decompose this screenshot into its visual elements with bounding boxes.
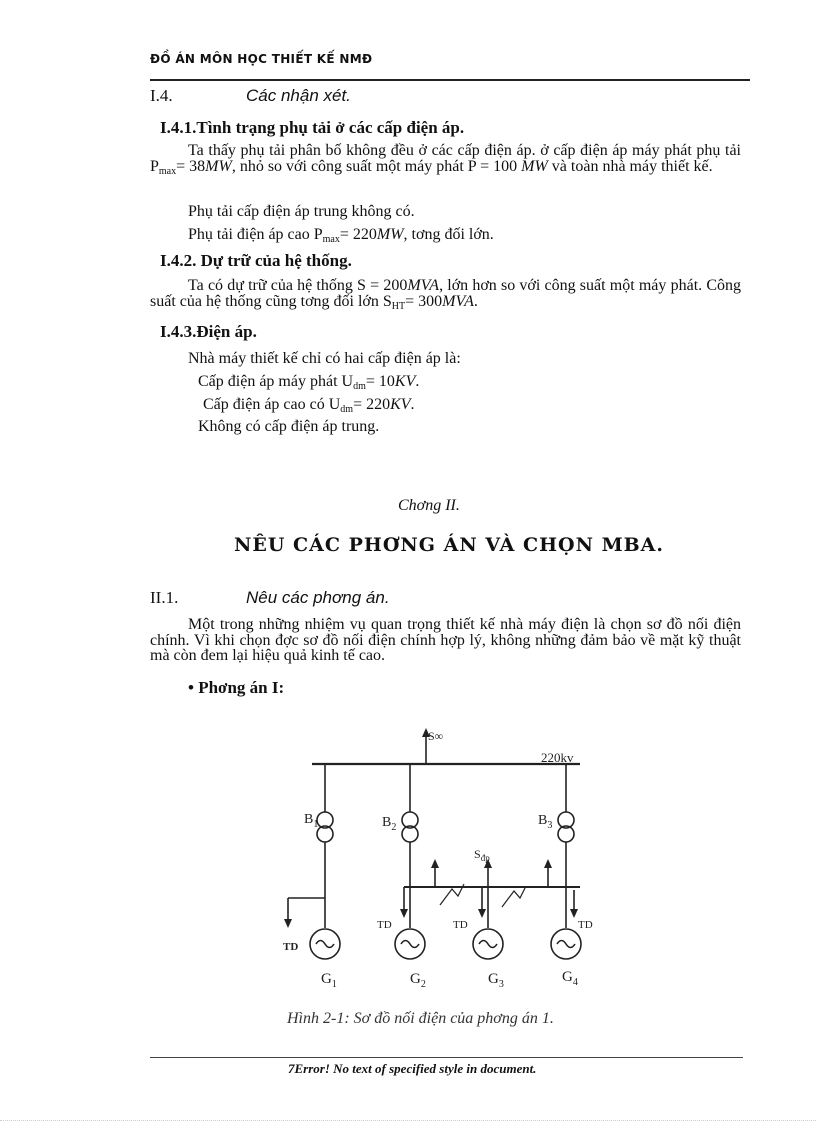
chapter-title: NÊU CÁC PHƠNG ÁN VÀ CHỌN MBA.: [234, 534, 665, 556]
svg-text:Sđp: $S_{đp}$: [474, 847, 490, 863]
section-title: Các nhận xét.: [246, 86, 351, 105]
paragraph-load-distribution: Ta thấy phụ tải phân bố không đều ở các cấp điện áp. ở cấp điện áp máy phát phụ tải $P_{max}= 38MW$, nhỏ so với công suất một máy phát P = 100 MW và toàn nhà máy thiết kế.: [150, 142, 741, 177]
bullet-icon: •: [188, 678, 194, 697]
svg-text:G2: $G_2$: [410, 971, 426, 990]
svg-text:TD: TD: [283, 941, 299, 953]
svg-text:TD: TD: [377, 919, 392, 931]
figure-caption: Hình 2-1: Sơ đồ nối điện của phơng án 1.: [287, 1010, 554, 1027]
down-arrow-icon: [400, 909, 408, 918]
svg-text:B2: $B_2$: [382, 815, 397, 833]
text-line: Phụ tải điện áp cao $P_{max}= 220MW$, tơng đối lớn.: [188, 226, 494, 245]
reactor-icon: [502, 886, 526, 907]
text-line: Cấp điện áp máy phát $U_{dm}= 10KV$.: [198, 373, 420, 392]
text-line: Phụ tải cấp điện áp trung không có.: [188, 203, 415, 220]
option-heading: • Phơng án I:: [188, 678, 285, 697]
footer-rule: [150, 1057, 743, 1058]
bus-label: 220kv: [541, 750, 574, 765]
text-line: Không có cấp điện áp trung.: [198, 418, 380, 435]
up-arrow-icon: [431, 859, 439, 868]
system-label: S∞: [428, 729, 444, 743]
text-line: Cấp điện áp cao có $U_{dm}= 220KV$.: [203, 396, 415, 415]
svg-text:B1: $B_1$: [304, 812, 319, 830]
subsection-heading-2: I.4.2. Dự trữ của hệ thống.: [160, 251, 352, 270]
svg-text:G3: $G_3$: [488, 971, 504, 990]
paragraph-system-reserve: Ta có dự trữ của hệ thống S = 200MVA, lớn hơn so với công suất một máy phát. Công suất của hệ thống cũng tơng đối lớn $S_{HT}= 300MVA$.: [150, 277, 742, 312]
subsection-heading-3: I.4.3.Điện áp.: [160, 322, 257, 341]
page-header: ĐỒ ÁN MÔN HỌC THIẾT KẾ NMĐ: [150, 52, 373, 66]
single-line-diagram: [270, 722, 600, 992]
up-arrow-icon: [544, 859, 552, 868]
down-arrow-icon: [570, 909, 578, 918]
down-arrow-icon: [478, 909, 486, 918]
page-footer: 7Error! No text of specified style in document.: [288, 1061, 537, 1076]
chapter-label: Chơng II.: [398, 497, 460, 514]
section-number: I.4.: [150, 86, 173, 105]
down-arrow-icon: [284, 919, 292, 928]
section-number: II.1.: [150, 588, 179, 607]
svg-text:B3: $B_3$: [538, 813, 553, 831]
section-title: Nêu các phơng án.: [246, 588, 390, 607]
page-edge: [0, 1120, 816, 1121]
subsection-heading-1: I.4.1.Tình trạng phụ tải ở các cấp điện áp.: [160, 118, 465, 137]
svg-text:TD: TD: [453, 919, 468, 931]
svg-text:G4: $G_4$: [562, 969, 578, 988]
svg-text:TD: TD: [578, 919, 593, 931]
svg-text:G1: $G_1$: [321, 971, 337, 990]
paragraph-intro: Một trong những nhiệm vụ quan trọng thiết kế nhà máy điện là chọn sơ đồ nối điện chính. Vì khi chọn đợc sơ đồ nối điện chính hợp lý, không những đảm bảo về mặt kỹ thuật mà còn đem lại hiệu quả kinh tế cao.: [150, 616, 741, 664]
header-rule: [150, 79, 750, 81]
text-line: Nhà máy thiết kế chỉ có hai cấp điện áp là:: [188, 350, 461, 367]
